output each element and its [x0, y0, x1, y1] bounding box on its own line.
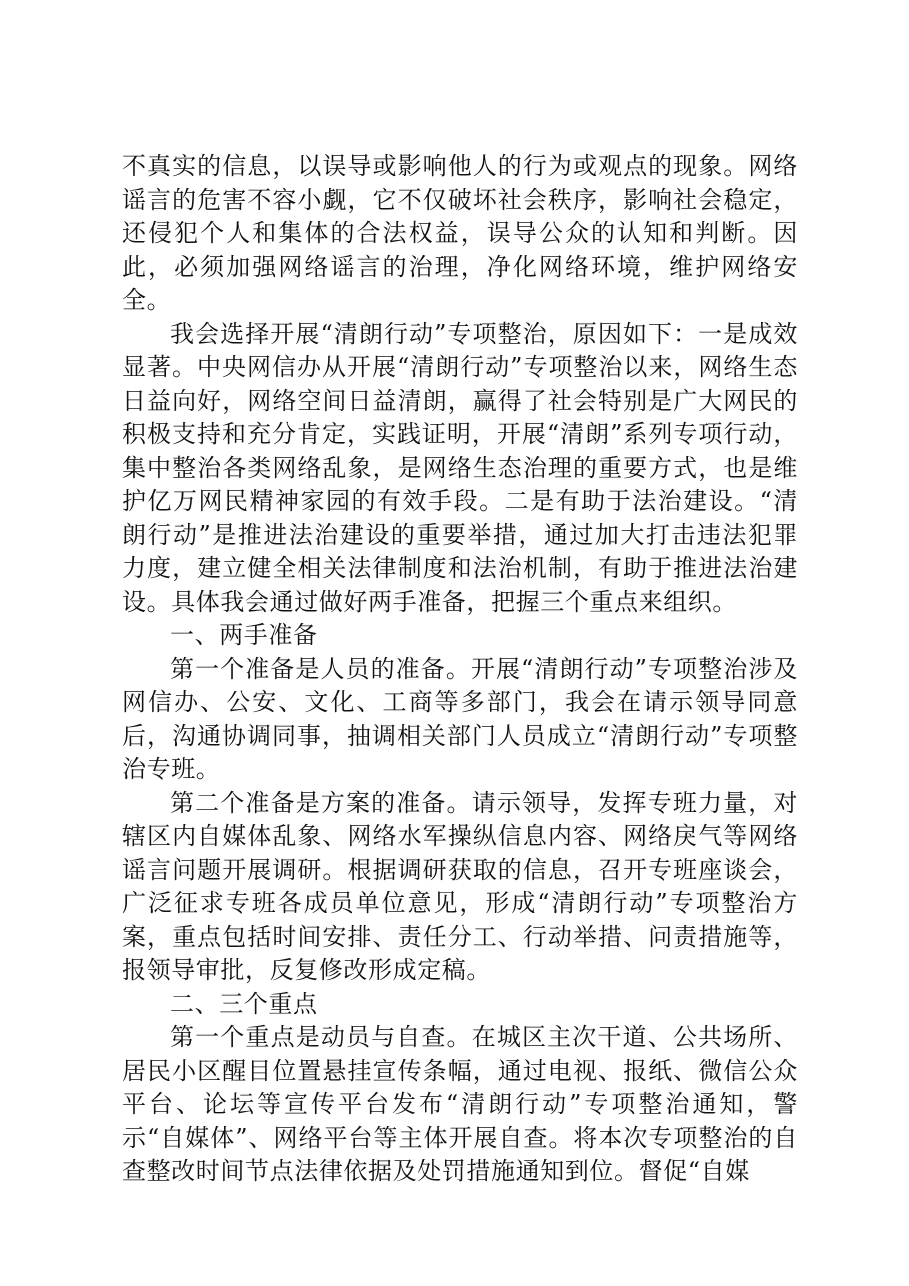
section-heading-preparation: 一、两手准备 — [170, 621, 318, 649]
paragraph-plan-preparation: 第二个准备是方案的准备。请示领导，发挥专班力量，对辖区内自媒体乱象、网络水军操纵信息内容、网络戾气等网络谣言问题开展调研。根据调研获取的信息，召开专班座谈会，广泛征求专班各成员单位意见，形成“清朗行动”专项整治方案，重点包括时间安排、责任分工、行动举措、问责措施等，报领导审批，反复修改形成定稿。 — [122, 788, 798, 984]
section-heading-key-points: 二、三个重点 — [170, 989, 318, 1018]
paragraph-reason: 我会选择开展“清朗行动”专项整治，原因如下：一是成效显著。中央网信办从开展“清朗行动”专项整治以来，网络生态日益向好，网络空间日益清朗，赢得了社会特别是广大网民的积极支持和充分肯定，实践证明，开展“清朗”系列专项行动，集中整治各类网络乱象，是网络生态治理的重要方式，也是维护亿万网民精神家园的有效手段。二是有助于法治建设。“清朗行动”是推进法治建设的重要举措，通过加大打击违法犯罪力度，建立健全相关法律制度和法治机制，有助于推进法治建设。具体我会通过做好两手准备，把握三个重点来组织。 — [122, 319, 798, 616]
paragraph-mobilization: 第一个重点是动员与自查。在城区主次干道、公共场所、居民小区醒目位置悬挂宣传条幅，通过电视、报纸、微信公众平台、论坛等宣传平台发布“清朗行动”专项整治通知，警示“自媒体”、网络平台等主体开展自查。将本次专项整治的自查整改时间节点法律依据及处罚措施通知到位。督促“自媒 — [122, 1023, 798, 1185]
paragraph-continuation: 不真实的信息，以误导或影响他人的行为或观点的现象。网络谣言的危害不容小觑，它不仅破坏社会秩序，影响社会稳定，还侵犯个人和集体的合法权益，误导公众的认知和判断。因此，必须加强网络谣言的治理，净化网络环境，维护网络安全。 — [122, 152, 798, 314]
document-body — [122, 150, 798, 1189]
paragraph-personnel-preparation: 第一个准备是人员的准备。开展“清朗行动”专项整治涉及网信办、公安、文化、工商等多部门，我会在请示领导同意后，沟通协调同事，抽调相关部门人员成立“清朗行动”专项整治专班。 — [122, 654, 798, 783]
